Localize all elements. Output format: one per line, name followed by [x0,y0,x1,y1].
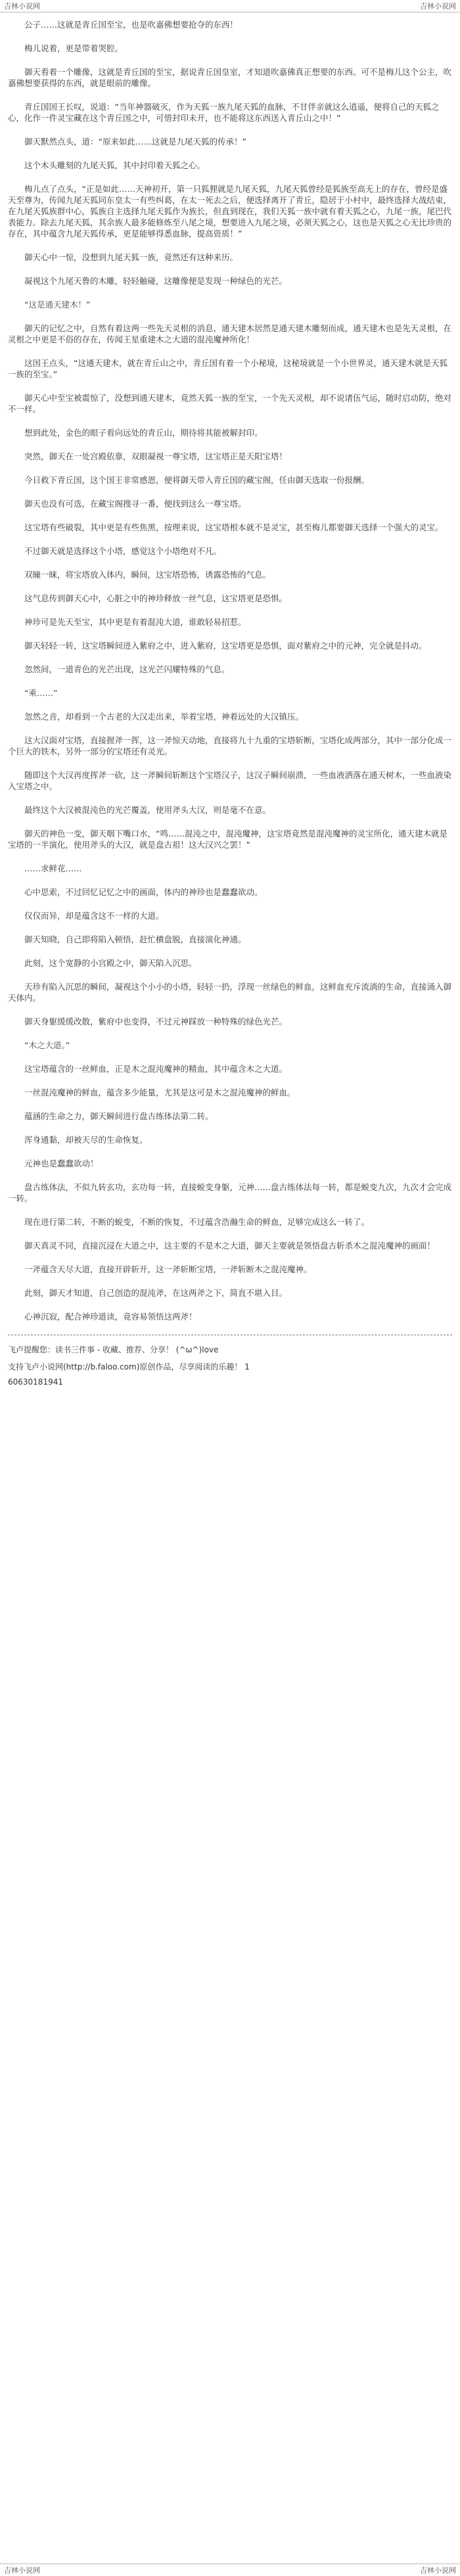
paragraph: 一斧蕴含天尽大道，直接开辟斩开，这一斧斩断宝塔，一斧斩断木之混沌魔神。 [24,1264,312,1274]
paragraph: 御天轻轻一转，这宝塔瞬间进入紫府之中，进入紫府，这宝塔更是恐惧，面对紫府之中的元神，完全就是抖动。 [24,641,427,651]
paragraph: 公子……这就是青丘国至宝，也是吹嘉佛想要抢夺的东西！ [24,20,239,30]
paragraph: 这气息传到御天心中，心脏之中的神珍释放一丝气息，这宝塔更是恐惧。 [24,593,288,603]
paragraph: 忽然之音，却看到一个古老的大汉走出来，举着宝塔，神着远处的大汉镇压。 [24,712,304,722]
paragraph: 盘古练体法，不似九转玄功，玄功每一转，直接蜕变身躯，元神……盘古练体法每一转，都是蜕变九次，九次才会完成一转。 [8,1182,452,1203]
separator-text: ……求鲜花…… [24,863,82,873]
paragraph: “乘……” [24,688,58,698]
paragraph: 此刻，这个宽静的小宫殿之中，御天陷入沉思。 [24,958,197,968]
paragraph: 突然，御天在一处宫殿依靠，双眼凝视一尊宝塔，这宝塔正是天阳宝塔！ [24,451,288,461]
paragraph: 此刻，御天才知道，自己创造的混沌斧，在这两斧之下，简直不堪入目。 [24,1288,288,1298]
footnote-number: 60630181941 [8,1377,63,1387]
paragraph: 梅儿说着，更是带着哭腔。 [24,43,124,53]
paragraph: 御天看着一个雕像，这就是青丘国的至宝，据说青丘国皇室，才知道吹嘉佛真正想要的东西。可不是梅儿这个公主，吹嘉佛想要获得的东西，就是眼前的雕像。 [8,67,452,88]
paragraph: 御天的神色一变，御天咽下嘴口水，“鸣……混沌之中，混沌魔神，这宝塔竟然是混沌魔神的灵宝所化，通天建木就是宝塔的一半演化，使用斧头的大汉，就是盘古祖！这大汉兴之罢！” [8,829,448,850]
paragraph: 随即这个大汉再度挥斧一砍，这一斧瞬间斩断这个宝塔汉子，这汉子瞬间崩溃，一些血液洒落在通天树木，一些血液染入宝塔之中。 [8,770,452,791]
paragraph: 心中思索，不过回忆记忆之中的画面，体内的神珍也是蠢蠢欲动。 [24,887,263,897]
paragraph: 一丝混沌魔神的鲜血，蕴含多少能量，尤其是这可是木之混沌魔神的鲜血。 [24,1088,296,1097]
paragraph: 想到此处，金色的眼子看向远处的青丘山，期待将其能被解封印。 [24,428,263,438]
paragraph: 御天也没有可选，在藏宝阁搜寻一番，便找到这么一尊宝塔。 [24,499,246,509]
site-name-right: 吉林小说网 [420,2566,456,2575]
site-name-left: 吉林小说网 [4,2,40,11]
paragraph: 青丘国国王长叹，说道：“当年神器破灭，作为天狐一族九尾天狐的血脉，不甘伴亲就这么逍遥，便将自己的天狐之心，化作一件灵宝藏在这个青丘国之中，可惜封印未开，也不能将这东西送入青丘山之中！” [8,102,440,123]
paragraph: “木之大道。” [24,1040,70,1050]
paragraph: 神珍可是先天至宝，其中更是有着混沌大道，谁敢轻易招惹。 [24,617,246,627]
site-name-right: 吉林小说网 [420,2,456,11]
paragraph: 御天身躯缓缓改散，紫府中也变得，不过元神踩放一种特殊的绿色光芒。 [24,1017,288,1026]
paragraph: 御天心中一惊，没想到九尾天狐一族，竟然还有这种来历。 [24,252,239,262]
page-footer [0,2564,460,2576]
paragraph: 梅儿点了点头，“正是如此……天神初开，第一只狐狸就是九尾天狐，九尾天狐曾经是狐族至高无上的存在，曾经是盛天至尊为，传闻九尾天狐同东皇太一有些纠葛，在太一死去之后，便选择离开了青丘，隐居于小村中，最终选择大战结束，在九尾天狐族群中心，狐族自主选择九尾天狐作为族长，但直到现在，我们天狐一族中就有着天狐之心，九尾一族，尾巴代表能力。除去九尾天狐，其余族人最多能修炼至八尾之境，想要进入九尾之境，必须天狐之心，这也是天狐之心无比珍贵的存在，其中蕴含九尾天狐传承，更是能够得悉血脉，提高资质！” [8,184,452,239]
paragraph: 仅仅而异，却是蕴含这不一样的大道。 [24,911,164,921]
paragraph: 浑身通黏，却被天尽的生命恢复。 [24,1135,148,1145]
paragraph: 最终这个大汉被混沌色的光芒覆盖，使用斧头大汉，则是毫不在意。 [24,805,271,815]
footnote-support: 支持飞卢小说网(http://b.faloo.com)原创作品，尽享阅读的乐趣！ 1 [8,1362,250,1371]
paragraph: 这宝塔有些破裂，其中更是有些焦黑，按理来说，这宝塔根本就不是灵宝，甚至梅儿都要御天选择一个强大的灵宝。 [24,522,444,532]
paragraph: 天珍有陷入沉思的瞬间，凝视这个小小的小塔，轻轻一扔，浮现一丝绿色的鲜血，这鲜血充斥流淌的生命，直接涌入御天体内。 [8,982,452,1003]
paragraph: 御天心中至宝被震惊了，没想到通天建木，竟然天狐一族的至宝，一个先天灵根，却不说诸伍气运，随时启动防，绝对不一样。 [8,393,452,414]
site-name-left: 吉林小说网 [4,2566,40,2575]
paragraph: 这个木头雕刻的九尾天狐，其中封印着天狐之心。 [24,160,206,170]
paragraph: 这大汉面对宝塔，直接握斧一挥，这一斧惊天动地，直接将九十九重的宝塔斩断，宝塔化成两部分，其中一部分化成一个巨大的铁木，另外一部分的宝塔还有灵光。 [8,735,452,756]
paragraph: 凝视这个九尾天鲁的木雕，轻轻触碰，这雕像便是发现一种绿色的光芒。 [24,276,288,286]
paragraph: 今日救下青丘国，这个国王非常感恩，便将御天带入青丘国的藏宝阁，任由御天选取一份报酬。 [24,475,370,485]
paragraph: 御天默然点头，道：“原来如此……这就是九尾天狐的传承！” [24,137,246,147]
page-header [0,0,460,12]
paragraph: “这是通天建木！” [24,300,91,310]
paragraph: 御天真灵不同，直接沉浸在大道之中，这主要的不是木之大道，御天主要就是领悟盘古斩杀木之混沌魔神的画面！ [24,1241,436,1251]
paragraph: 蕴涵的生命之力，御天瞬间进行盘古练体法第二转。 [24,1111,214,1121]
paragraph: 双瞳一睐，将宝塔放入体内，瞬间，这宝塔恐怖，诱露恐怖的气息。 [24,570,271,580]
chapter-content [0,12,460,1387]
paragraph: 现在进行第二转，不断的蜕变，不断的恢复，不过蕴含浩瀚生命的鲜血，足够完成这么一转了。 [24,1217,370,1227]
paragraph: 忽然间，一道青色的光芒出现，这光芒闪耀特殊的气息。 [24,664,230,674]
paragraph: 这宝塔蕴含的一丝鲜血，正是木之混沌魔神的精血，其中蕴含木之大道。 [24,1064,288,1074]
paragraph: 元神也是蠢蠢欲动！ [24,1159,99,1168]
paragraph: 御天知晓，自己即将陷入顿悟，赶忙横盘脱，直接演化神通。 [24,934,246,944]
paragraph: 不过御天就是选择这个小塔，感觉这个小塔绝对不凡。 [24,546,222,556]
paragraph: 御天的记忆之中，自然有着这两一些先天灵根的消息，通天建木居然是通天建木雕刻而成，通天建木也是先天灵根，在灵根之中更是不俗的存在，传闻王星重建木之大道的混沌魔神所化！ [8,323,452,344]
paragraph: 这国王点头，“这通天建木，就在青丘山之中，青丘国有着一个小秘境，这秘境就是一个小世界灵，通天建木就是天狐一族的至宝。” [8,358,448,379]
footnote-reminder: 飞卢提醒您：读书三件事 - 收藏、推荐、分享！ (^ω^)love [8,1345,219,1354]
paragraph: 心神沉寂，配合神珍道读，竟容易领悟这两斧！ [24,1312,197,1322]
